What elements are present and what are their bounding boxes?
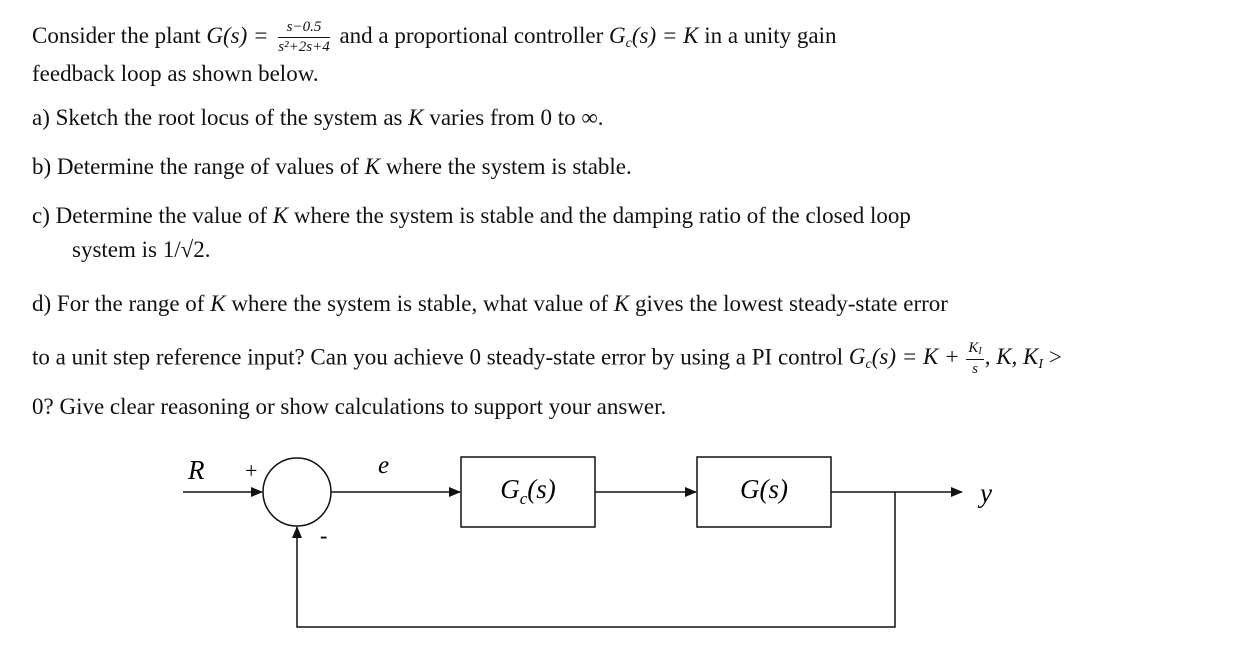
plant-lhs: G(s) =	[206, 22, 269, 48]
feedback-block-diagram	[0, 440, 1257, 649]
pi-numerator: $K_I$	[966, 341, 983, 360]
question-a-var: K	[408, 105, 424, 130]
error-label: e	[378, 452, 390, 479]
question-d-var1: K	[210, 291, 226, 316]
plant-denominator: s²+2s+4	[278, 39, 330, 55]
output-label: y	[980, 478, 992, 508]
question-b	[32, 155, 632, 178]
pi-greater-than: >	[1048, 344, 1062, 370]
question-c-text2: where the system is stable and the damping ratio of the closed loop	[293, 203, 911, 228]
plant-numerator: s−0.5	[278, 20, 329, 38]
question-d-text2: where the system is stable, what value of	[231, 291, 609, 316]
controller-block-label: $G_c(s)$	[500, 474, 556, 508]
plant-fraction	[278, 20, 329, 55]
question-d-var2: K	[613, 291, 630, 316]
question-d-text3: gives the lowest steady-state error	[635, 291, 948, 316]
question-a-label: a)	[32, 105, 50, 130]
question-c-label: c)	[32, 203, 50, 228]
intro-line-1	[32, 20, 836, 55]
minus-sign: -	[320, 523, 328, 548]
question-a-text2: varies from 0 to ∞.	[429, 105, 604, 130]
question-d-line-3: 0? Give clear reasoning or show calculations to support your answer.	[32, 394, 667, 419]
input-label: R	[188, 455, 205, 485]
intro-text-middle: and a proportional controller	[339, 22, 604, 48]
question-d-label: d)	[32, 291, 52, 316]
pi-controller-symbol: $G_c(s) = K$ +	[848, 344, 960, 373]
question-b-text2: where the system is stable.	[385, 154, 632, 179]
question-b-label: b)	[32, 154, 52, 179]
pi-denominator: s	[972, 361, 978, 377]
pi-fraction	[966, 341, 983, 377]
question-b-var: K	[364, 154, 381, 179]
intro-text-before: Consider the plant	[32, 22, 201, 48]
controller-symbol: $G_c(s) = K$	[609, 22, 699, 51]
question-b-text1: Determine the range of values of	[56, 154, 359, 179]
question-d	[32, 292, 948, 315]
intro-text-after: in a unity gain	[704, 22, 837, 48]
question-d-line-2	[32, 341, 1062, 377]
intro-line-2: feedback loop as shown below.	[32, 61, 319, 86]
plus-sign: +	[245, 458, 258, 483]
question-a	[32, 106, 604, 129]
question-c-line-2: system is 1/√2.	[72, 237, 211, 262]
question-d-line2-text: to a unit step reference input? Can you achieve 0 steady-state error by using a PI control	[32, 344, 844, 370]
summing-junction	[263, 458, 331, 526]
question-c	[32, 204, 911, 227]
question-a-text1: Sketch the root locus of the system as	[55, 105, 403, 130]
question-c-var: K	[272, 203, 289, 228]
question-c-text1: Determine the value of	[55, 203, 268, 228]
question-d-text1: For the range of	[56, 291, 205, 316]
pi-params: , K, $K_I$	[984, 344, 1044, 373]
plant-block-label: G(s)	[740, 474, 788, 504]
